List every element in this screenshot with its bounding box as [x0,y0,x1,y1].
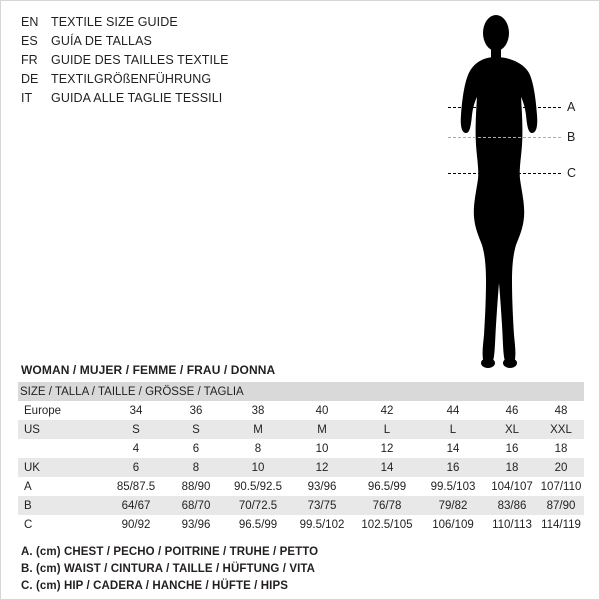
cell: 83/86 [486,496,538,515]
cell: 93/96 [290,477,354,496]
cell: L [354,420,420,439]
cell: 10 [226,458,290,477]
table-row [18,439,584,458]
cell: 4 [106,439,166,458]
cell: 8 [166,458,226,477]
cell: 73/75 [290,496,354,515]
cell: 96.5/99 [354,477,420,496]
table-row [18,496,584,515]
language-code: IT [21,91,33,105]
cell: 102.5/105 [354,515,420,534]
cell: 90.5/92.5 [226,477,290,496]
table-row [18,458,584,477]
row-label: C [18,515,106,534]
cell: 16 [486,439,538,458]
cell: 14 [354,458,420,477]
cell: XL [486,420,538,439]
cell: 16 [420,458,486,477]
language-title: GUÍA DE TALLAS [51,34,152,48]
language-row [21,34,361,53]
row-label: B [18,496,106,515]
language-title: GUIDE DES TAILLES TEXTILE [51,53,229,67]
row-label: UK [18,458,106,477]
table-header-row [18,382,584,401]
cell: 114/119 [538,515,584,534]
language-code: ES [21,34,38,48]
cell: 99.5/102 [290,515,354,534]
language-row [21,15,361,34]
measure-label-b: B [567,130,576,144]
row-label [18,439,106,458]
language-title: GUIDA ALLE TAGLIE TESSILI [51,91,223,105]
language-code: DE [21,72,39,86]
row-label: A [18,477,106,496]
cell: 12 [290,458,354,477]
row-label: Europe [18,401,106,420]
footnote-b: B. (cm) WAIST / CINTURA / TAILLE / HÜFTUNG / VITA [21,563,316,575]
cell: 6 [106,458,166,477]
cell: 34 [106,401,166,420]
measure-line-chest [448,107,561,108]
cell: 70/72.5 [226,496,290,515]
table-row [18,515,584,534]
cell: 8 [226,439,290,458]
cell: 10 [290,439,354,458]
cell: 12 [354,439,420,458]
cell: S [166,420,226,439]
cell: 110/113 [486,515,538,534]
cell: 44 [420,401,486,420]
cell: M [226,420,290,439]
row-label: US [18,420,106,439]
footnotes-block [21,544,541,595]
language-row [21,53,361,72]
measure-line-waist [448,137,561,138]
cell: 88/90 [166,477,226,496]
language-title: TEXTILGRÖßENFÜHRUNG [51,72,212,86]
cell: 90/92 [106,515,166,534]
table-row [18,401,584,420]
table-row [18,420,584,439]
cell: 87/90 [538,496,584,515]
measure-label-c: C [567,166,577,180]
cell: 42 [354,401,420,420]
cell: 93/96 [166,515,226,534]
cell: XXL [538,420,584,439]
measure-label-a: A [567,100,576,114]
body-figure-area [401,9,591,369]
cell: 64/67 [106,496,166,515]
cell: 6 [166,439,226,458]
cell: 46 [486,401,538,420]
cell: 99.5/103 [420,477,486,496]
size-table [18,382,584,534]
cell: 18 [538,439,584,458]
cell: S [106,420,166,439]
cell: 18 [486,458,538,477]
language-code: FR [21,53,38,67]
cell: 79/82 [420,496,486,515]
table-header-label: SIZE / TALLA / TAILLE / GRÖSSE / TAGLIA [18,382,584,401]
language-row [21,91,361,110]
language-code: EN [21,15,39,29]
footnote-a: A. (cm) CHEST / PECHO / POITRINE / TRUHE / PETTO [21,546,319,558]
table-row [18,477,584,496]
cell: L [420,420,486,439]
cell: 38 [226,401,290,420]
cell: 20 [538,458,584,477]
cell: 40 [290,401,354,420]
cell: 85/87.5 [106,477,166,496]
section-title-woman: WOMAN / MUJER / FEMME / FRAU / DONNA [21,363,276,377]
cell: 96.5/99 [226,515,290,534]
footnote-c: C. (cm) HIP / CADERA / HANCHE / HÜFTE / HIPS [21,580,289,592]
cell: M [290,420,354,439]
cell: 36 [166,401,226,420]
language-row [21,72,361,91]
language-header-block [21,15,361,110]
cell: 76/78 [354,496,420,515]
cell: 48 [538,401,584,420]
cell: 106/109 [420,515,486,534]
female-silhouette-icon [421,9,571,369]
cell: 14 [420,439,486,458]
cell: 104/107 [486,477,538,496]
cell: 68/70 [166,496,226,515]
language-title: TEXTILE SIZE GUIDE [51,15,178,29]
cell: 107/110 [538,477,584,496]
measure-line-hip [448,173,561,174]
